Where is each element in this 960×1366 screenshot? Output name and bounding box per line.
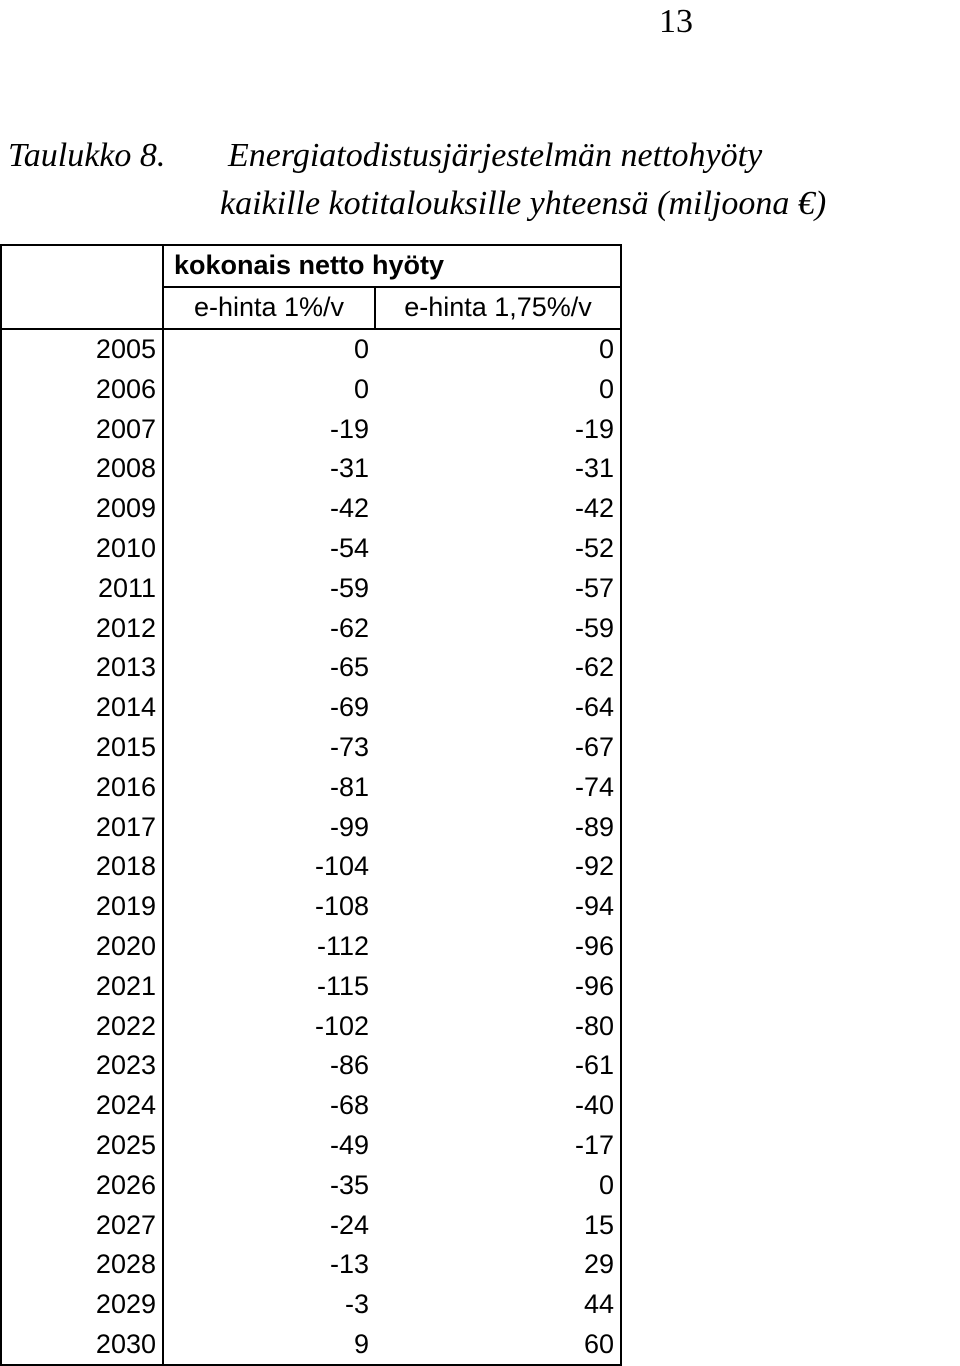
table-body: [1, 329, 621, 1366]
table-row: [1, 1285, 621, 1325]
table-row: [1, 329, 621, 370]
value-cell-e-hinta-1: -73: [163, 728, 375, 768]
table-row: [1, 1245, 621, 1285]
value-cell-e-hinta-175: 29: [375, 1245, 621, 1285]
table-row: [1, 966, 621, 1006]
year-cell: 2028: [1, 1245, 163, 1285]
year-cell: 2021: [1, 966, 163, 1006]
year-cell: 2030: [1, 1325, 163, 1366]
value-cell-e-hinta-1: 0: [163, 329, 375, 370]
table-row: [1, 1086, 621, 1126]
table-row: [1, 688, 621, 728]
value-cell-e-hinta-1: -24: [163, 1205, 375, 1245]
value-cell-e-hinta-175: -62: [375, 648, 621, 688]
value-cell-e-hinta-175: -92: [375, 847, 621, 887]
net-benefit-table: [0, 244, 622, 1366]
year-cell: 2020: [1, 927, 163, 967]
year-cell: 2014: [1, 688, 163, 728]
column-header-e-hinta-175: e-hinta 1,75%/v: [375, 287, 621, 329]
year-cell: 2022: [1, 1006, 163, 1046]
value-cell-e-hinta-1: -3: [163, 1285, 375, 1325]
table-row: [1, 807, 621, 847]
table-caption-subtitle: kaikille kotitalouksille yhteensä (miljoona €): [220, 185, 827, 222]
table-row: [1, 847, 621, 887]
value-cell-e-hinta-175: -52: [375, 529, 621, 569]
value-cell-e-hinta-1: -86: [163, 1046, 375, 1086]
table-row: [1, 489, 621, 529]
table-row: [1, 568, 621, 608]
table-row: [1, 608, 621, 648]
value-cell-e-hinta-1: -102: [163, 1006, 375, 1046]
table-row: [1, 409, 621, 449]
year-cell: 2025: [1, 1126, 163, 1166]
table-row: [1, 449, 621, 489]
value-cell-e-hinta-175: 0: [375, 329, 621, 370]
value-cell-e-hinta-1: -19: [163, 409, 375, 449]
value-cell-e-hinta-1: -115: [163, 966, 375, 1006]
year-cell: 2013: [1, 648, 163, 688]
value-cell-e-hinta-175: -67: [375, 728, 621, 768]
table-row: [1, 728, 621, 768]
value-cell-e-hinta-175: -61: [375, 1046, 621, 1086]
value-cell-e-hinta-175: 0: [375, 1165, 621, 1205]
value-cell-e-hinta-175: -94: [375, 887, 621, 927]
value-cell-e-hinta-1: -112: [163, 927, 375, 967]
value-cell-e-hinta-1: -81: [163, 767, 375, 807]
value-cell-e-hinta-1: -49: [163, 1126, 375, 1166]
year-cell: 2012: [1, 608, 163, 648]
value-cell-e-hinta-175: -96: [375, 927, 621, 967]
table-row: [1, 1046, 621, 1086]
value-cell-e-hinta-175: -19: [375, 409, 621, 449]
year-cell: 2009: [1, 489, 163, 529]
value-cell-e-hinta-1: -35: [163, 1165, 375, 1205]
year-cell: 2015: [1, 728, 163, 768]
value-cell-e-hinta-175: -40: [375, 1086, 621, 1126]
value-cell-e-hinta-175: -42: [375, 489, 621, 529]
value-cell-e-hinta-1: -13: [163, 1245, 375, 1285]
table-row: [1, 1205, 621, 1245]
value-cell-e-hinta-1: -104: [163, 847, 375, 887]
year-cell: 2011: [1, 568, 163, 608]
value-cell-e-hinta-175: -64: [375, 688, 621, 728]
value-cell-e-hinta-1: -68: [163, 1086, 375, 1126]
value-cell-e-hinta-175: -74: [375, 767, 621, 807]
value-cell-e-hinta-175: -89: [375, 807, 621, 847]
value-cell-e-hinta-175: -96: [375, 966, 621, 1006]
year-cell: 2029: [1, 1285, 163, 1325]
table-row: [1, 529, 621, 569]
column-header-e-hinta-1: e-hinta 1%/v: [163, 287, 375, 329]
year-cell: 2018: [1, 847, 163, 887]
value-cell-e-hinta-175: -17: [375, 1126, 621, 1166]
page-number: 13: [659, 3, 693, 40]
year-cell: 2008: [1, 449, 163, 489]
year-cell: 2023: [1, 1046, 163, 1086]
year-cell: 2006: [1, 369, 163, 409]
table-caption-title: Energiatodistusjärjestelmän nettohyöty: [228, 137, 763, 174]
table-row: [1, 887, 621, 927]
year-cell: 2016: [1, 767, 163, 807]
year-cell: 2024: [1, 1086, 163, 1126]
table-row: [1, 1006, 621, 1046]
table-row: [1, 1325, 621, 1366]
value-cell-e-hinta-175: 15: [375, 1205, 621, 1245]
value-cell-e-hinta-1: -54: [163, 529, 375, 569]
year-cell: 2026: [1, 1165, 163, 1205]
value-cell-e-hinta-1: -108: [163, 887, 375, 927]
value-cell-e-hinta-1: -42: [163, 489, 375, 529]
year-cell: 2005: [1, 329, 163, 370]
value-cell-e-hinta-175: 44: [375, 1285, 621, 1325]
value-cell-e-hinta-175: -59: [375, 608, 621, 648]
table-caption-label: Taulukko 8.: [8, 137, 166, 174]
year-cell: 2017: [1, 807, 163, 847]
value-cell-e-hinta-1: -59: [163, 568, 375, 608]
table-row: [1, 927, 621, 967]
table-row: [1, 1126, 621, 1166]
table-row: [1, 648, 621, 688]
value-cell-e-hinta-1: -62: [163, 608, 375, 648]
table-row: [1, 767, 621, 807]
value-cell-e-hinta-175: 60: [375, 1325, 621, 1366]
table-row: [1, 369, 621, 409]
value-cell-e-hinta-1: -69: [163, 688, 375, 728]
value-cell-e-hinta-175: -57: [375, 568, 621, 608]
value-cell-e-hinta-175: -31: [375, 449, 621, 489]
value-cell-e-hinta-1: -99: [163, 807, 375, 847]
value-cell-e-hinta-175: -80: [375, 1006, 621, 1046]
table-row: [1, 1165, 621, 1205]
year-cell: 2019: [1, 887, 163, 927]
year-cell: 2027: [1, 1205, 163, 1245]
value-cell-e-hinta-1: -31: [163, 449, 375, 489]
year-cell: 2007: [1, 409, 163, 449]
group-header: kokonais netto hyöty: [163, 245, 621, 287]
value-cell-e-hinta-175: 0: [375, 369, 621, 409]
value-cell-e-hinta-1: 0: [163, 369, 375, 409]
year-header-cell: [1, 245, 163, 329]
value-cell-e-hinta-1: 9: [163, 1325, 375, 1366]
year-cell: 2010: [1, 529, 163, 569]
value-cell-e-hinta-1: -65: [163, 648, 375, 688]
